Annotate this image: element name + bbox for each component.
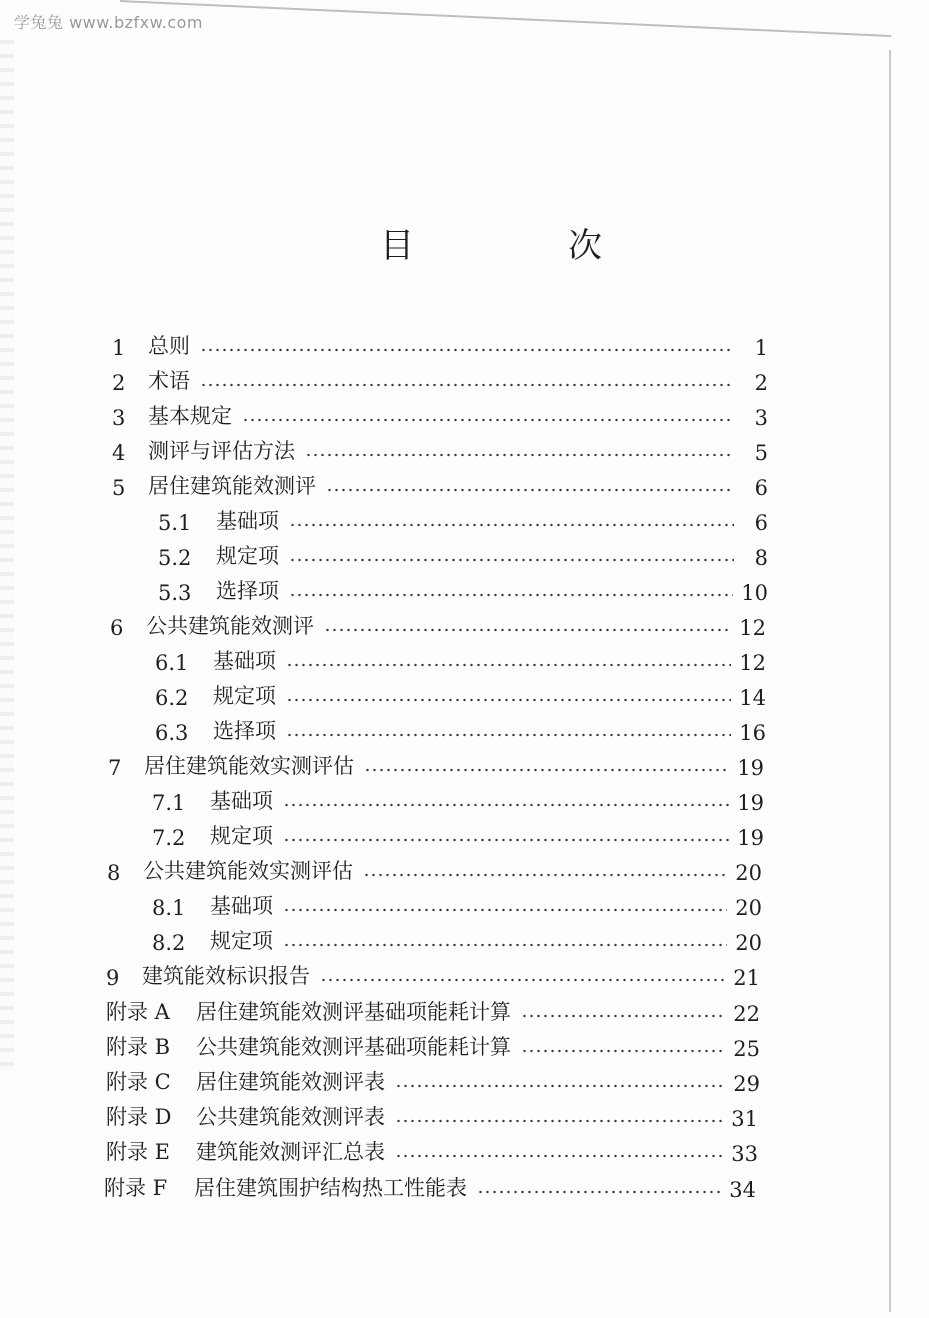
- toc-entry[interactable]: [106, 956, 760, 990]
- toc-entry[interactable]: [152, 921, 762, 955]
- toc-entry-page-number: 34: [729, 1178, 756, 1202]
- toc-entry[interactable]: [112, 466, 768, 500]
- toc-entry-label: 居住建筑能效测评表: [196, 1070, 385, 1094]
- toc-entry[interactable]: [152, 781, 764, 815]
- watermark-text: 学兔兔 www.bzfxw.com: [14, 13, 203, 32]
- toc-entry-label: 居住建筑能效实测评估: [144, 754, 354, 778]
- toc-entry[interactable]: [107, 851, 762, 885]
- toc-entry-page-number: 21: [733, 966, 760, 990]
- toc-entry-page-number: 3: [754, 406, 768, 430]
- toc-leader-dots: [283, 838, 729, 842]
- toc-entry-page-number: 33: [731, 1142, 758, 1166]
- toc-leader-dots: [320, 978, 725, 982]
- toc-entry-label: 公共建筑能效测评: [146, 614, 314, 638]
- toc-entry-label: 基础项: [210, 789, 273, 813]
- toc-leader-dots: [521, 1014, 725, 1018]
- toc-leader-dots: [363, 873, 727, 877]
- toc-entry-number: 9: [106, 966, 120, 990]
- toc-entry-label: 规定项: [213, 684, 276, 708]
- toc-entry-number: 5.1: [158, 511, 192, 535]
- toc-entry-page-number: 14: [739, 686, 766, 710]
- toc-entry-page-number: 12: [739, 651, 766, 675]
- toc-entry-page-number: 5: [754, 441, 768, 465]
- toc-entry[interactable]: [158, 571, 768, 605]
- toc-entry-page-number: 20: [735, 931, 762, 955]
- toc-entry[interactable]: [106, 992, 760, 1026]
- toc-leader-dots: [326, 488, 734, 492]
- toc-leader-dots: [289, 523, 734, 527]
- toc-leader-dots: [286, 698, 731, 702]
- toc-entry-number: 6: [110, 616, 124, 640]
- toc-entry-number: 7.2: [152, 826, 186, 850]
- toc-entry-label: 规定项: [216, 544, 279, 568]
- toc-leader-dots: [283, 908, 727, 912]
- toc-entry-number: 6.3: [155, 721, 189, 745]
- toc-entry-label: 测评与评估方法: [148, 439, 295, 463]
- toc-leader-dots: [283, 803, 729, 807]
- toc-entry-label: 规定项: [210, 824, 273, 848]
- toc-entry-label: 选择项: [216, 579, 279, 603]
- page-title: 目 次: [380, 226, 662, 266]
- toc-entry-label: 基础项: [213, 649, 276, 673]
- toc-entry-page-number: 29: [733, 1072, 760, 1096]
- toc-entry-label: 公共建筑能效实测评估: [143, 859, 353, 883]
- toc-entry-number: 附录 A: [106, 1000, 170, 1024]
- toc-entry-number: 8: [107, 861, 121, 885]
- toc-entry[interactable]: [158, 536, 768, 570]
- toc-entry-number: 附录 C: [106, 1070, 171, 1094]
- toc-entry[interactable]: [112, 431, 768, 465]
- toc-leader-dots: [477, 1190, 721, 1194]
- toc-entry[interactable]: [112, 396, 768, 430]
- toc-leader-dots: [286, 663, 731, 667]
- toc-entry[interactable]: [152, 886, 762, 920]
- toc-entry[interactable]: [158, 501, 768, 535]
- toc-entry-label: 居住建筑能效测评基础项能耗计算: [196, 1000, 511, 1024]
- toc-leader-dots: [289, 593, 733, 597]
- toc-entry[interactable]: [106, 1027, 760, 1061]
- toc-leader-dots: [283, 943, 727, 947]
- toc-entry[interactable]: [104, 1168, 756, 1202]
- toc-entry-number: 6.1: [155, 651, 189, 675]
- toc-entry-number: 5.2: [158, 546, 192, 570]
- toc-leader-dots: [395, 1119, 723, 1123]
- toc-entry-label: 建筑能效测评汇总表: [196, 1140, 385, 1164]
- toc-entry[interactable]: [112, 361, 768, 395]
- toc-entry-page-number: 31: [731, 1107, 758, 1131]
- toc-entry-page-number: 22: [733, 1002, 760, 1026]
- toc-entry-label: 基本规定: [148, 404, 232, 428]
- toc-entry[interactable]: [112, 326, 768, 360]
- toc-entry-page-number: 6: [754, 511, 768, 535]
- toc-entry-label: 基础项: [210, 894, 273, 918]
- toc-entry-page-number: 19: [737, 826, 764, 850]
- toc-entry-label: 基础项: [216, 509, 279, 533]
- toc-entry-label: 公共建筑能效测评基础项能耗计算: [196, 1035, 511, 1059]
- toc-entry-page-number: 12: [739, 616, 766, 640]
- toc-entry-page-number: 25: [733, 1037, 760, 1061]
- toc-leader-dots: [289, 558, 734, 562]
- toc-entry-number: 1: [112, 336, 126, 360]
- toc-leader-dots: [200, 383, 734, 387]
- toc-leader-dots: [242, 418, 734, 422]
- toc-leader-dots: [395, 1154, 723, 1158]
- toc-entry-number: 附录 F: [104, 1176, 168, 1200]
- toc-entry[interactable]: [155, 641, 766, 675]
- toc-entry-page-number: 19: [737, 756, 764, 780]
- toc-entry-number: 5: [112, 476, 126, 500]
- toc-entry[interactable]: [155, 711, 766, 745]
- toc-entry-page-number: 8: [754, 546, 768, 570]
- toc-entry-label: 术语: [148, 369, 190, 393]
- toc-entry-number: 附录 E: [106, 1140, 171, 1164]
- toc-entry-number: 附录 B: [106, 1035, 171, 1059]
- toc-entry-number: 附录 D: [106, 1105, 172, 1129]
- toc-entry-number: 8.1: [152, 896, 186, 920]
- toc-entry-number: 6.2: [155, 686, 189, 710]
- toc-entry[interactable]: [152, 816, 764, 850]
- toc-leader-dots: [324, 628, 731, 632]
- toc-entry-number: 5.3: [158, 581, 192, 605]
- toc-leader-dots: [305, 453, 734, 457]
- toc-entry-number: 7.1: [152, 791, 186, 815]
- toc-entry[interactable]: [106, 1132, 758, 1166]
- toc-entry-label: 总则: [148, 334, 190, 358]
- toc-leader-dots: [521, 1049, 725, 1053]
- toc-leader-dots: [286, 733, 731, 737]
- toc-entry-number: 7: [108, 756, 122, 780]
- toc-entry-page-number: 1: [754, 336, 768, 360]
- toc-entry-label: 居住建筑能效测评: [148, 474, 316, 498]
- toc-entry-page-number: 16: [739, 721, 766, 745]
- toc-entry[interactable]: [106, 1097, 758, 1131]
- toc-entry-label: 建筑能效标识报告: [142, 964, 310, 988]
- toc-entry-number: 8.2: [152, 931, 186, 955]
- toc-entry-number: 4: [112, 441, 126, 465]
- toc-entry-label: 选择项: [213, 719, 276, 743]
- toc-entry[interactable]: [108, 746, 764, 780]
- toc-entry-page-number: 19: [737, 791, 764, 815]
- toc-entry-page-number: 20: [735, 896, 762, 920]
- toc-entry[interactable]: [110, 606, 766, 640]
- toc-leader-dots: [200, 348, 734, 352]
- toc-entry-number: 2: [112, 371, 126, 395]
- toc-entry-label: 规定项: [210, 929, 273, 953]
- toc-entry-page-number: 6: [754, 476, 768, 500]
- toc-entry-label: 公共建筑能效测评表: [196, 1105, 385, 1129]
- toc-entry-page-number: 10: [741, 581, 768, 605]
- toc-entry-page-number: 2: [754, 371, 768, 395]
- toc-entry-number: 3: [112, 406, 126, 430]
- toc-entry-page-number: 20: [735, 861, 762, 885]
- toc-entry[interactable]: [106, 1062, 760, 1096]
- toc-leader-dots: [395, 1084, 725, 1088]
- toc-leader-dots: [364, 768, 729, 772]
- toc-entry-label: 居住建筑围护结构热工性能表: [194, 1176, 467, 1200]
- toc-entry[interactable]: [155, 676, 766, 710]
